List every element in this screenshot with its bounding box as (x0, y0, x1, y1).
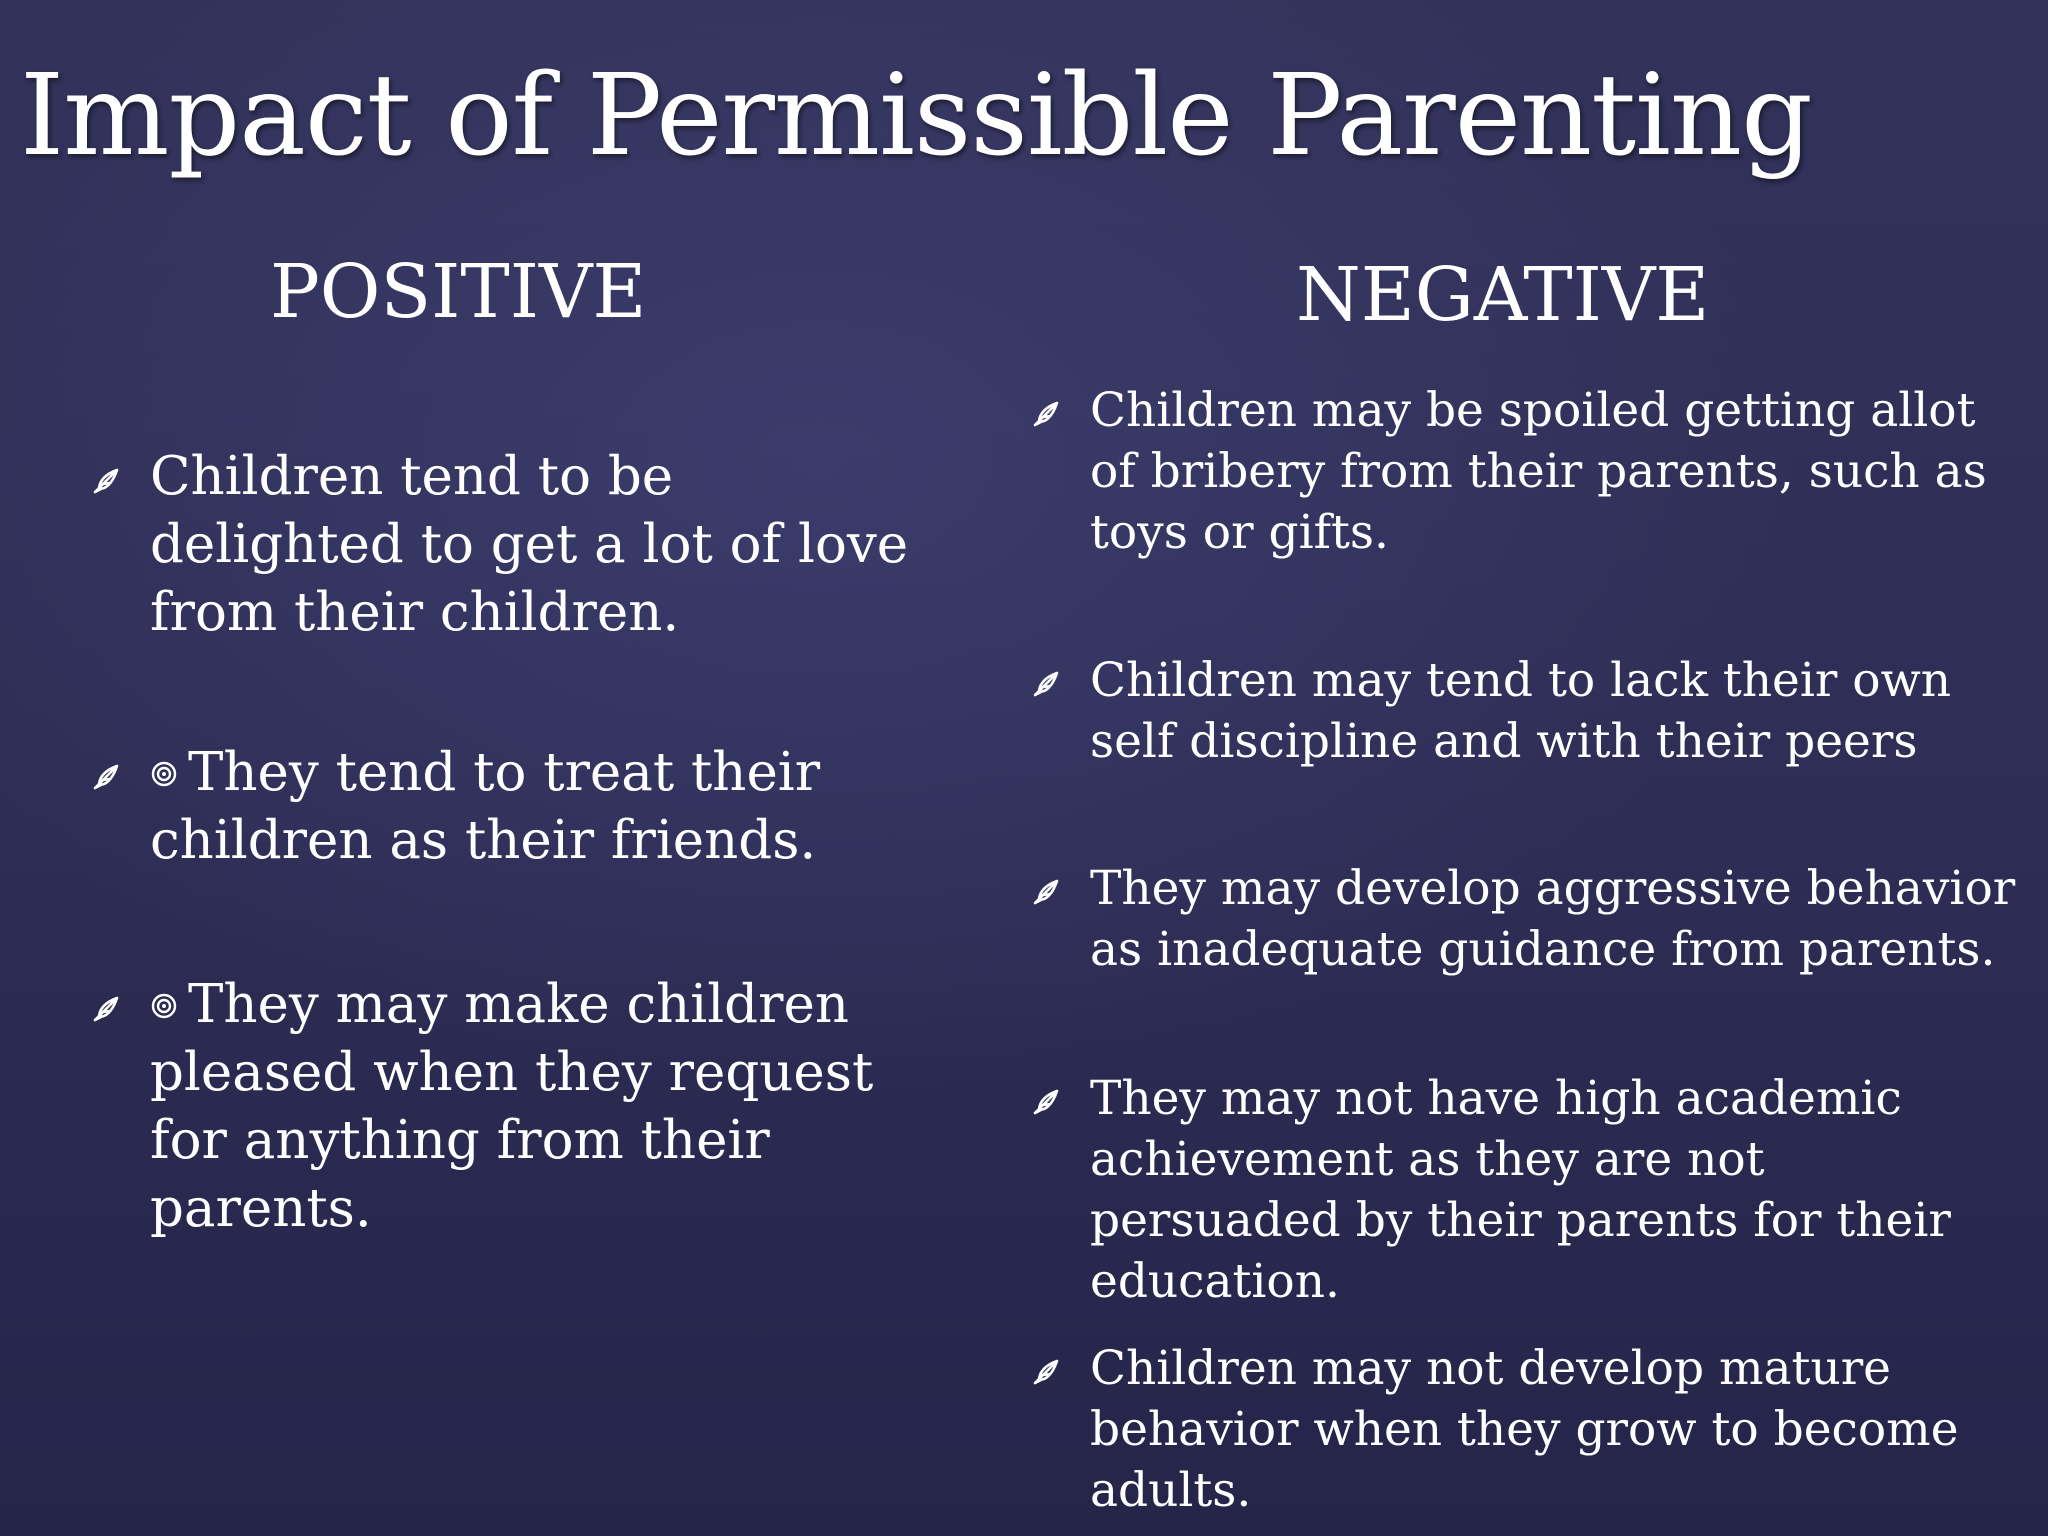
feather-quill-icon (90, 465, 122, 497)
negative-item (1030, 650, 2030, 772)
feather-quill-icon (1030, 398, 1062, 430)
feather-quill-icon (1030, 668, 1062, 700)
negative-item (1030, 858, 2030, 980)
feather-quill-icon (90, 993, 122, 1025)
negative-item-text: Children may be spoiled getting allot of bribery from their parents, such as toys or gifts. (1090, 383, 1987, 560)
feather-quill-icon (1030, 876, 1062, 908)
negative-item-text: Children may tend to lack their own self discipline and with their peers (1090, 653, 1952, 769)
negative-item (1030, 1338, 2030, 1521)
feather-quill-icon (1030, 1356, 1062, 1388)
positive-item-text: They tend to treat their children as their friends. (150, 742, 821, 871)
negative-item (1030, 1068, 2030, 1312)
positive-item-text: Children tend to be delighted to get a lot of love from their children. (150, 446, 909, 643)
positive-heading: POSITIVE (270, 249, 647, 335)
negative-item-text: Children may not develop mature behavior when they grow to become adults. (1090, 1341, 1959, 1518)
negative-item-text: They may develop aggressive behavior as inadequate guidance from parents. (1090, 861, 2016, 977)
spiral-icon (150, 992, 178, 1020)
positive-item (90, 739, 940, 875)
slide-title: Impact of Permissible Parenting (20, 51, 1812, 181)
feather-quill-icon (1030, 1086, 1062, 1118)
positive-item (90, 971, 940, 1243)
negative-heading: NEGATIVE (1296, 252, 1710, 338)
feather-quill-icon (90, 761, 122, 793)
spiral-icon (150, 760, 178, 788)
negative-item-text: They may not have high academic achievement as they are not persuaded by their parents for their education. (1090, 1071, 1951, 1309)
positive-item (90, 443, 940, 647)
positive-item-text: They may make children pleased when they request for anything from their parents. (150, 974, 874, 1239)
negative-item (1030, 380, 2030, 563)
